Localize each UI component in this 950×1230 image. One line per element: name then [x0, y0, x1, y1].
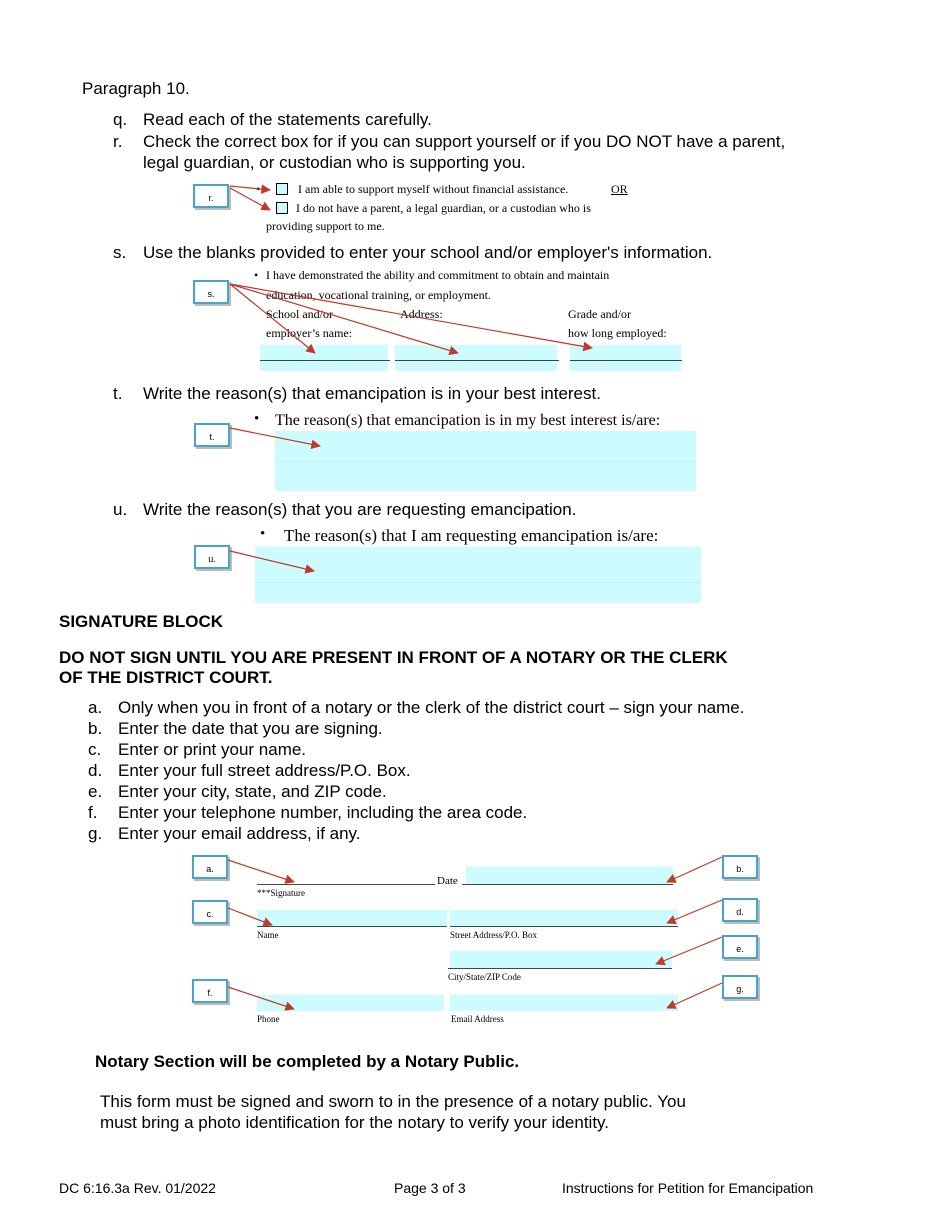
- education-statement-cont: education, vocational training, or employment.: [266, 288, 491, 302]
- arrow: [667, 857, 722, 882]
- callout-r: r.: [193, 184, 229, 208]
- list-letter: s.: [113, 243, 127, 262]
- name-label: Name: [257, 930, 279, 940]
- list-letter: r.: [113, 132, 123, 151]
- underline: [260, 360, 390, 361]
- signature-warning-cont: OF THE DISTRICT COURT.: [59, 668, 273, 687]
- best-interest-statement: The reason(s) that emancipation is in my best interest is/are:: [275, 412, 661, 429]
- instruction-t: Write the reason(s) that emancipation is in your best interest.: [143, 384, 601, 403]
- bullet: •: [254, 411, 260, 427]
- signature-label: ***Signature: [257, 888, 305, 898]
- notary-title: Notary Section will be completed by a Notary Public.: [95, 1052, 520, 1071]
- callout-u: u.: [194, 545, 230, 569]
- list-letter: e.: [88, 782, 103, 801]
- sig-item-g: Enter your email address, if any.: [118, 824, 361, 843]
- no-guardian-checkbox[interactable]: [276, 202, 288, 214]
- signature-block-title: SIGNATURE BLOCK: [59, 612, 224, 631]
- callout-b: b.: [722, 855, 758, 879]
- field-rule: [275, 461, 696, 462]
- underline: [570, 360, 682, 361]
- list-letter: c.: [88, 740, 102, 759]
- callout-d: d.: [722, 898, 758, 922]
- underline: [257, 926, 447, 927]
- option-support-self-label: I am able to support myself without financial assistance.: [298, 182, 569, 196]
- date-field[interactable]: [466, 867, 673, 884]
- option-no-guardian-label: I do not have a parent, a legal guardian, or a custodian who is: [296, 201, 591, 215]
- email-label: Email Address: [451, 1014, 504, 1024]
- callout-e: e.: [722, 935, 758, 959]
- notary-text-cont: must bring a photo identification for the notary to verify your identity.: [100, 1113, 610, 1132]
- list-letter: a.: [88, 698, 103, 717]
- school-address-field[interactable]: [395, 345, 557, 371]
- phone-label: Phone: [257, 1014, 280, 1024]
- instruction-q: Read each of the statements carefully.: [143, 110, 432, 129]
- sig-item-b: Enter the date that you are signing.: [118, 719, 383, 738]
- footer-page-number: Page 3 of 3: [394, 1180, 466, 1196]
- phone-field[interactable]: [257, 995, 444, 1011]
- arrow: [230, 186, 270, 190]
- list-letter: b.: [88, 719, 103, 738]
- education-statement: I have demonstrated the ability and commitment to obtain and maintain: [266, 268, 610, 282]
- signature-line[interactable]: [257, 884, 435, 885]
- school-label-cont: employer’s name:: [266, 326, 353, 340]
- arrow: [228, 860, 294, 882]
- bullet: •: [256, 182, 261, 196]
- signature-warning: DO NOT SIGN UNTIL YOU ARE PRESENT IN FRONT OF A NOTARY OR THE CLERK: [59, 648, 728, 667]
- option-no-guardian-cont: providing support to me.: [266, 219, 385, 233]
- street-address-field[interactable]: [450, 910, 678, 927]
- sig-item-f: Enter your telephone number, including the area code.: [118, 803, 528, 822]
- support-self-checkbox[interactable]: [276, 183, 288, 195]
- callout-g: g.: [722, 975, 758, 999]
- address-label: Address:: [400, 307, 443, 321]
- list-letter: f.: [88, 803, 98, 822]
- callout-s: s.: [193, 280, 229, 304]
- list-letter: u.: [113, 500, 128, 519]
- instruction-r-cont: legal guardian, or custodian who is supporting you.: [143, 153, 526, 172]
- underline: [462, 884, 673, 885]
- underline: [448, 968, 672, 969]
- grade-label: Grade and/or: [568, 307, 631, 321]
- sig-item-d: Enter your full street address/P.O. Box.: [118, 761, 411, 780]
- field-rule: [255, 582, 701, 583]
- callout-a: a.: [192, 855, 228, 879]
- sig-item-c: Enter or print your name.: [118, 740, 307, 759]
- requesting-statement: The reason(s) that I am requesting emancipation is/are:: [284, 526, 659, 545]
- city-state-zip-label: City/State/ZIP Code: [448, 972, 521, 982]
- instruction-r: Check the correct box for if you can support yourself or if you DO NOT have a parent,: [143, 132, 786, 151]
- school-label: School and/or: [266, 307, 333, 321]
- school-name-field[interactable]: [260, 345, 388, 371]
- callout-c: c.: [192, 900, 228, 924]
- list-letter: d.: [88, 761, 103, 780]
- underline: [395, 360, 559, 361]
- notary-text: This form must be signed and sworn to in the presence of a notary public. You: [100, 1092, 686, 1111]
- street-address-label: Street Address/P.O. Box: [450, 930, 538, 940]
- date-label: Date: [437, 875, 458, 887]
- footer-title: Instructions for Petition for Emancipation: [562, 1180, 814, 1196]
- or-label: OR: [611, 182, 628, 196]
- bullet: •: [260, 526, 266, 542]
- grade-employed-field[interactable]: [570, 345, 681, 371]
- underline: [450, 926, 678, 927]
- sig-item-e: Enter your city, state, and ZIP code.: [118, 782, 387, 801]
- callout-t: t.: [194, 423, 230, 447]
- list-letter: g.: [88, 824, 103, 843]
- list-letter: t.: [113, 384, 123, 403]
- grade-label-cont: how long employed:: [568, 326, 667, 340]
- paragraph-heading: Paragraph 10.: [82, 79, 190, 98]
- instruction-s: Use the blanks provided to enter your school and/or employer's information.: [143, 243, 713, 262]
- bullet: •: [254, 268, 259, 282]
- list-letter: q.: [113, 110, 128, 129]
- instruction-u: Write the reason(s) that you are requesting emancipation.: [143, 500, 577, 519]
- callout-f: f.: [192, 979, 228, 1003]
- footer-form-id: DC 6:16.3a Rev. 01/2022: [59, 1180, 216, 1196]
- sig-item-a: Only when you in front of a notary or the clerk of the district court – sign your name.: [118, 698, 745, 717]
- email-field[interactable]: [450, 995, 678, 1011]
- city-state-zip-field[interactable]: [450, 951, 672, 968]
- arrow: [230, 188, 270, 210]
- requesting-reason-field[interactable]: [255, 547, 701, 603]
- name-field[interactable]: [257, 910, 447, 927]
